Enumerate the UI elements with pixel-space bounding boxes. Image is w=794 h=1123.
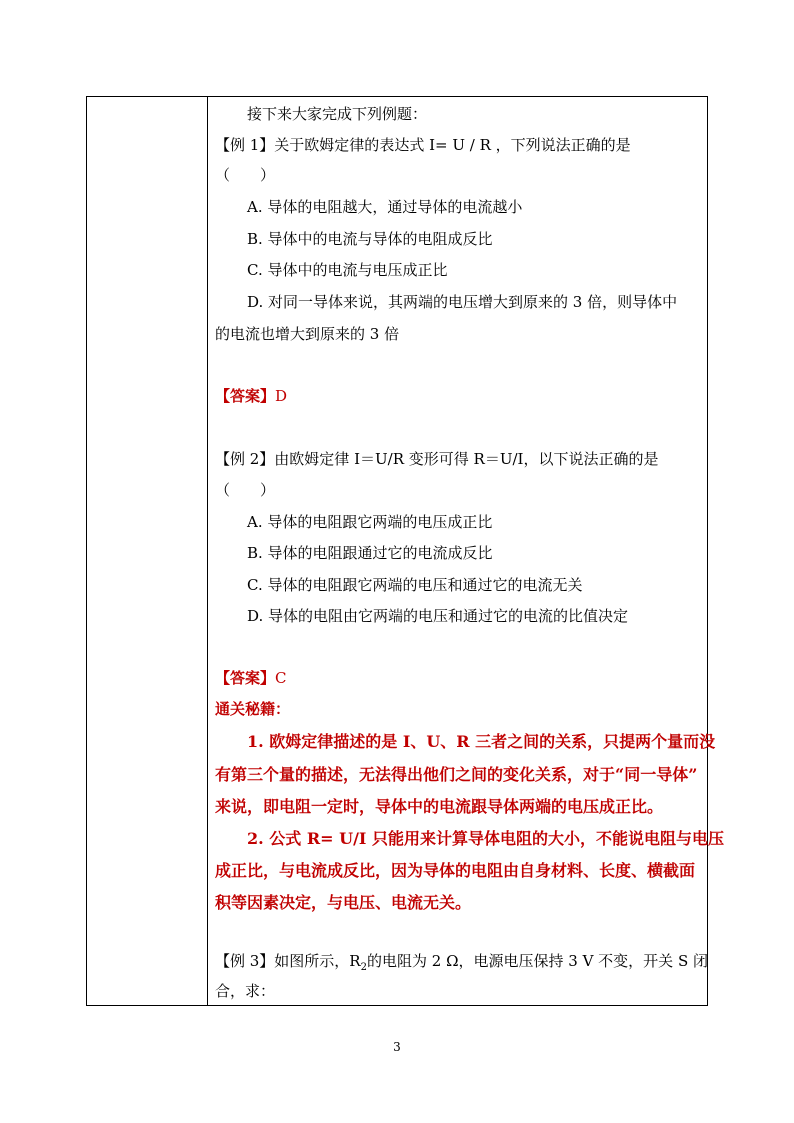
column-divider xyxy=(207,97,208,1005)
ex2-answer-value: C xyxy=(275,669,287,687)
ex1-option-d-line1: D. 对同一导体来说，其两端的电压增大到原来的 3 倍，则导体中 xyxy=(247,293,678,311)
ex3-prefix: 【例 3】如图所示，R xyxy=(215,952,361,970)
table-frame xyxy=(86,96,724,1006)
ex1-option-c: C. 导体中的电流与电压成正比 xyxy=(247,261,448,279)
ex2-option-b: B. 导体的电阻跟通过它的电流成反比 xyxy=(247,544,493,562)
tips-p2-line2: 成正比，与电流成反比，因为导体的电阻由自身材料、长度、横截面 xyxy=(215,861,696,880)
content-cell xyxy=(215,97,724,1005)
ex2-option-a: A. 导体的电阻跟它两端的电压成正比 xyxy=(247,513,493,531)
tips-p1-line1: 1. 欧姆定律描述的是 I、U、R 三者之间的关系，只提两个量而没 xyxy=(247,732,716,751)
ex1-option-b: B. 导体中的电流与导体的电阻成反比 xyxy=(247,230,493,248)
ex2-question-line2: （ ） xyxy=(215,481,276,499)
tips-p2-line1: 2. 公式 R= U/I 只能用来计算导体电阻的大小，不能说电阻与电压 xyxy=(247,829,724,848)
tips-p1-line2: 有第三个量的描述，无法得出他们之间的变化关系，对于“同一导体” xyxy=(215,765,698,784)
ex3-question-line1 xyxy=(215,946,708,983)
ex2-option-c: C. 导体的电阻跟它两端的电压和通过它的电流无关 xyxy=(247,576,583,594)
ex1-question-line2: （ ） xyxy=(215,166,276,184)
ex1-answer-value: D xyxy=(275,387,288,405)
intro-text: 接下来大家完成下列例题： xyxy=(247,105,428,123)
ex3-question-line2: 合，求： xyxy=(215,982,276,1000)
ex3-subscript: 2 xyxy=(360,962,367,973)
tips-p2-line3: 积等因素决定，与电压、电流无关。 xyxy=(215,893,472,912)
tips-title: 通关秘籍： xyxy=(215,700,291,718)
ex2-answer-label: 【答案】 xyxy=(215,669,276,687)
ex3-suffix: 的电阻为 2 Ω，电源电压保持 3 V 不变，开关 S 闭 xyxy=(366,952,708,970)
ex1-option-d-line2: 的电流也增大到原来的 3 倍 xyxy=(215,325,400,343)
ex1-option-a: A. 导体的电阻越大，通过导体的电流越小 xyxy=(247,198,523,216)
page-number: 3 xyxy=(393,1040,401,1054)
tips-p1-line3: 来说，即电阻一定时，导体中的电流跟导体两端的电压成正比。 xyxy=(215,797,664,816)
ex2-option-d: D. 导体的电阻由它两端的电压和通过它的电流的比值决定 xyxy=(247,607,629,625)
ex2-question-line1: 【例 2】由欧姆定律 I＝U/R 变形可得 R＝U/I，以下说法正确的是 xyxy=(215,450,659,468)
ex1-answer xyxy=(215,381,287,412)
ex1-answer-label: 【答案】 xyxy=(215,387,276,405)
ex2-answer xyxy=(215,663,287,694)
ex1-question-line1: 【例 1】关于欧姆定律的表达式 I= U / R ，下列说法正确的是 xyxy=(215,136,631,154)
